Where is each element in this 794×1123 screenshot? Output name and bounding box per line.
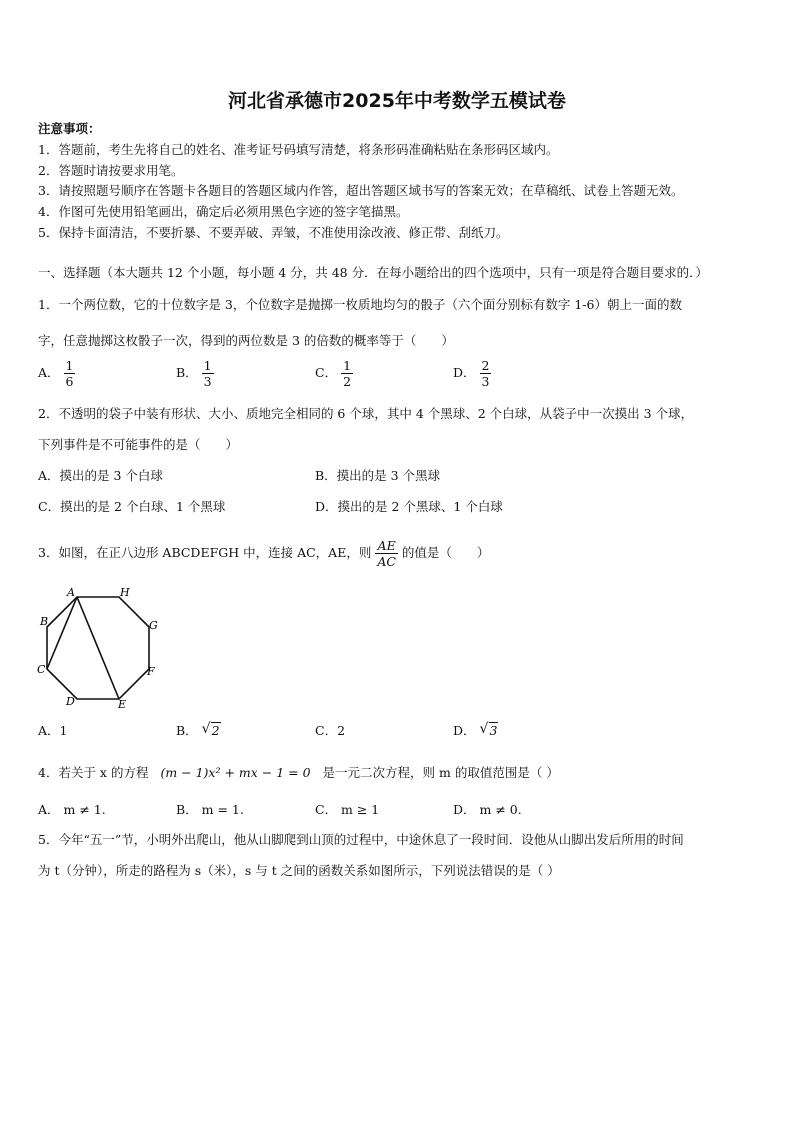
question-2-line-1: 2．不透明的袋子中装有形状、大小、质地完全相同的 6 个球，其中 4 个黑球、2 个白球，从袋子中一次摸出 3 个球， xyxy=(38,406,694,421)
note-item: 2．答题时请按要求用笔。 xyxy=(38,163,184,178)
q1-option-b xyxy=(176,358,214,389)
section-heading: 一、选择题（本大题共 12 个小题，每小题 4 分，共 48 分．在每小题给出的四个选项中，只有一项是符合题目要求的．） xyxy=(38,265,708,280)
question-1-line-1: 1．一个两位数，它的十位数字是 3，个位数字是抛掷一枚质地均匀的骰子（六个面分别标有数字 1-6）朝上一面的数 xyxy=(38,297,682,312)
numerator: 1 xyxy=(65,358,74,373)
q3-option-b xyxy=(176,723,221,739)
q3-option-d xyxy=(453,723,498,739)
octagon-figure xyxy=(34,584,164,709)
q2-option-c: C．摸出的是 2 个白球、1 个黑球 xyxy=(38,499,226,514)
numerator: 1 xyxy=(343,358,352,373)
q3-option-c xyxy=(315,723,345,739)
q1-option-a xyxy=(38,358,75,389)
page-title: 河北省承德市2025年中考数学五模试卷 xyxy=(228,90,566,112)
vertex-label-d: D xyxy=(66,695,75,708)
option-label: C． xyxy=(315,723,338,738)
vertex-label-h: H xyxy=(120,586,130,599)
fraction xyxy=(64,358,76,389)
radicand: 3 xyxy=(489,723,498,738)
numerator: 2 xyxy=(481,358,490,373)
option-label: D． xyxy=(453,365,476,380)
denominator: 3 xyxy=(203,374,212,389)
numerator: AE xyxy=(375,538,398,554)
segment-ac xyxy=(47,597,77,669)
question-5-line-1: 5．今年“五一”节，小明外出爬山，他从山脚爬到山顶的过程中，中途休息了一段时间．设他从山脚出发后所用的时间 xyxy=(38,832,684,847)
option-label: C． xyxy=(315,365,338,380)
note-item: 5．保持卡面清洁，不要折暴、不要弄破、弄皱，不准使用涂改液、修正带、刮纸刀。 xyxy=(38,225,509,240)
fraction xyxy=(202,358,214,389)
vertex-label-b: B xyxy=(40,615,49,628)
fraction xyxy=(341,358,353,389)
fraction xyxy=(480,358,492,389)
question-4-prefix: 4．若关于 x 的方程 xyxy=(38,765,149,780)
ratio-fraction xyxy=(375,538,398,569)
option-label: A． xyxy=(38,365,60,380)
q4-option-d: D． m ≠ 0. xyxy=(453,802,522,817)
segment-ae xyxy=(77,597,119,699)
q1-option-d xyxy=(453,358,491,389)
question-4-suffix: 是一元二次方程，则 m 的取值范围是（ ） xyxy=(322,765,559,780)
vertex-label-a: A xyxy=(67,586,75,599)
option-label: A． xyxy=(38,723,60,738)
denominator: 3 xyxy=(481,374,490,389)
question-1-line-2: 字，任意抛掷这枚骰子一次，得到的两位数是 3 的倍数的概率等于（ ） xyxy=(38,333,454,348)
question-3-stem xyxy=(38,538,489,569)
q3-option-a xyxy=(38,723,67,739)
denominator: 2 xyxy=(343,374,352,389)
q4-option-a: A． m ≠ 1. xyxy=(38,802,106,817)
notes-heading: 注意事项： xyxy=(38,121,101,136)
square-root: √ 2 xyxy=(201,721,220,738)
q4-option-b: B． m = 1. xyxy=(176,802,244,817)
question-4-stem xyxy=(38,765,559,781)
note-item: 3．请按照题号顺序在答题卡各题目的答题区域内作答，超出答题区域书写的答案无效；在草稿纸、试卷上答题无效。 xyxy=(38,183,684,198)
option-value: 1 xyxy=(59,723,68,738)
q2-option-b: B．摸出的是 3 个黑球 xyxy=(315,468,441,483)
option-value: 2 xyxy=(337,723,346,738)
note-item: 1．答题前，考生先将自己的姓名、准考证号码填写清楚，将条形码准确粘贴在条形码区域内。 xyxy=(38,142,559,157)
q2-option-d: D．摸出的是 2 个黑球、1 个白球 xyxy=(315,499,503,514)
quadratic-equation: (m − 1)x² + mx − 1 = 0 xyxy=(160,765,311,780)
denominator: AC xyxy=(377,554,396,569)
vertex-label-f: F xyxy=(147,665,155,678)
vertex-label-e: E xyxy=(118,698,127,709)
q4-option-c: C． m ≥ 1 xyxy=(315,802,380,817)
option-label: D． xyxy=(453,723,476,738)
radicand: 2 xyxy=(211,723,220,738)
square-root: √ 3 xyxy=(479,721,498,738)
question-3-suffix: 的值是（ ） xyxy=(401,545,490,560)
q1-option-c xyxy=(315,358,353,389)
question-3-prefix: 3．如图，在正八边形 ABCDEFGH 中，连接 AC，AE，则 xyxy=(38,545,372,560)
note-item: 4．作图可先使用铅笔画出，确定后必须用黑色字迹的签字笔描黑。 xyxy=(38,204,409,219)
option-label: B． xyxy=(176,365,198,380)
denominator: 6 xyxy=(65,374,74,389)
question-5-line-2: 为 t（分钟），所走的路程为 s（米），s 与 t 之间的函数关系如图所示，下列说法错误的是（ ） xyxy=(38,863,560,878)
option-label: B． xyxy=(176,723,198,738)
numerator: 1 xyxy=(203,358,212,373)
vertex-label-g: G xyxy=(149,619,158,632)
q2-option-a: A．摸出的是 3 个白球 xyxy=(38,468,163,483)
question-2-line-2: 下列事件是不可能事件的是（ ） xyxy=(38,437,239,452)
vertex-label-c: C xyxy=(37,663,46,676)
